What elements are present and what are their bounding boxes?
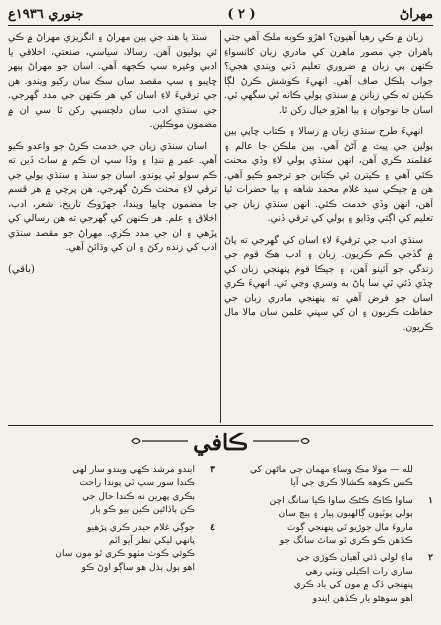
continued-mark: (باقي) (8, 263, 35, 275)
verse-text: لله — مولا مڪ وساءِ مهمان جي ماڻهن کي (250, 464, 413, 475)
kafi-verses-right (228, 463, 433, 618)
verse-text: ٻولي ٻوٽيون ڳالهيون پيار ۽ پيچ سان (278, 508, 413, 520)
verse-text: ڪس ڪوهه ڪشالا ڪري جي آيا (290, 477, 413, 489)
verse-text: ساري رات اڪيلي ويٺي رهي (305, 565, 413, 577)
verse-number: ٢ (428, 552, 433, 564)
verse-text: جوڳي غلام حيدر ڪري پڙهيو (86, 521, 195, 533)
verse-line (10, 561, 215, 574)
verse-number (417, 592, 433, 605)
page-number: ( ٢ ) (227, 6, 256, 22)
article-paragraph: سنڌ يا هند جي ٻين مهراڻ ۽ انگريزي مهراڻ ۾ ڪي ئي ٻوليون آهن. رسالا، سياسي، صنعتي، اخلاقي يا ادبي وغيره سڀ ڪجهه آهي. اسان جو مهراڻ ٻيهر ڇاپبو ۽ سڀ مقصد سان سڪ سان رکيو ويندو. هن جي ترقيءَ لاءِ اسان کي هر ڪنهن جي مدد گهرجي. جي سنڌي ادب سان دلچسپي رکن ٿا سي ان ۾ مضمون موڪلين. (8, 32, 217, 130)
verse-line (10, 490, 215, 503)
verse-text: ڪن ٻاڏاڻين ڪين ٻيو ڪو ٻار (90, 504, 195, 516)
verse-number (199, 503, 215, 516)
verse-number: ٤ (210, 521, 215, 533)
verse-number: ٣ (210, 464, 215, 475)
kafi-title: ڪافي (193, 430, 248, 456)
header-rule (8, 25, 433, 26)
verse-line (10, 503, 215, 516)
page-header (8, 4, 433, 24)
section-rule (8, 425, 433, 426)
verse-number (417, 534, 433, 547)
verse-line (228, 463, 433, 476)
verse-number (417, 578, 433, 591)
verse-number (417, 476, 433, 489)
verse-line (10, 463, 215, 476)
verse-number (199, 476, 215, 489)
verse-line (10, 534, 215, 547)
verse-text: ماروءَ مال جوڙيو ٿي پنهنجي ڳوٺ (287, 521, 413, 533)
verse-text: اهو ٻول ٻڌل هو ساڳو اوڻ ڪو (81, 561, 195, 573)
verse-number: ١ (428, 494, 433, 506)
right-column (224, 31, 433, 423)
verse-line (228, 578, 433, 591)
verse-line (228, 551, 433, 564)
verse-number (199, 561, 215, 574)
verse-line (228, 476, 433, 489)
verse-text: ايندو مرشد ڪهي ويندو سار لهي (72, 464, 195, 475)
verse-number (417, 565, 433, 578)
verse-number (199, 490, 215, 503)
verse-text: ڪوئي ڪوٺ مٺهو ڪري ٿو مون سان (55, 548, 195, 560)
verse-text: ماءِ لولي ڏئي آهيان ڪوڙي جي (296, 552, 413, 564)
verse-number (199, 547, 215, 560)
verse-text: پنهنجي ڏک ۾ مون کي ياد ڪري (293, 579, 413, 591)
verse-number (417, 507, 433, 520)
left-column (8, 31, 217, 423)
verse-line (228, 565, 433, 578)
verse-number (199, 534, 215, 547)
verse-text: ڪڏهن ڪو ڪري ٿو ساٿ سانگ جو (279, 535, 413, 547)
column-divider (220, 30, 221, 423)
kafi-verses-left (10, 463, 215, 618)
verse-line (228, 534, 433, 547)
verse-text: ڪندا سور سڀ ٿي پوندا راحت (79, 477, 195, 489)
verse-line (10, 547, 215, 560)
verse-number (417, 463, 433, 476)
verse-line (228, 507, 433, 520)
title-ornament-left (128, 436, 188, 446)
verse-text: ساوا ڪاڪ ڪڻڪ ساوا ڪيا سانگ اچن (269, 494, 413, 506)
verse-line (228, 494, 433, 507)
verse-text: اهو سوهڻو يار ڪڏهن ايندو (312, 592, 413, 604)
issue-date: جنوري ١٩٣٦ع (8, 6, 84, 22)
journal-name: مهراڻ (399, 6, 433, 22)
verse-number (417, 521, 433, 534)
article-paragraph: اسان سنڌي زبان جي خدمت ڪرڻ جو واعدو ڪيو آهي. عمر ۾ ننڍا ۽ وڏا سڀ ان ڪم ۾ ساٿ ڏين ته ڪم سولو ٿي پوندو. اسان جو سنڌ ۽ سنڌي ٻولي جي ترقي لاءِ محنت ڪرڻ گهرجي. هن پرچي ۾ هر قسم جا مضمون ڇاپيا ويندا، جهڙوڪ تاريخ، شعر، ادب، اخلاق ۽ علم. هر ڪنهن کي گهرجي ته هن رسالي کي پڙهي ۽ ان جي مدد ڪري. مهراڻ جو مقصد سنڌي ادب کي زنده رکڻ ۽ ان کي وڌائڻ آهي. (8, 140, 217, 253)
article-paragraph: انهيءَ طرح سنڌي زبان ۾ رسالا ۽ ڪتاب ڇاپي ٻين ٻولين جي ڀيٽ ۾ آڻڻ آهي. ٻين ملڪن جا عالم ۽ عقلمند ڪري آهن، انهن سنڌي ٻولي لاءِ وڏي محنت ڪئي آهي ۽ ڪيترن ئي ڪتابن جو ترجمو ڪيو آهي. هن ۾ جيڪي سيد غلام محمد شاهه ۽ ٻيا حضرات ٿيا آهن، انهن وڏي خدمت ڪئي. انهن سنڌي زبان جي تعليم کي اڳتي وڌايو ۽ ٻولي کي ترقي ڏني. (224, 126, 433, 224)
verse-line (228, 521, 433, 534)
article-paragraph: زبان ۾ ڪي رهيا آهيون؟ اهڙو ڪوبه ملڪ آهي جتي ٻاهران جي مصور ماهرن کي مادري زبان کانسواءِ ڪنهن ٻي زبان ۾ ضروري تعليم ڏني ويندي هجي؟ جواب بلڪل صاف آهي. انهيءَ ڪوشش ڪرڻ لڳا ڪيئن ته ڪي زبانن ۾ سنڌي ٻولي ڪانه ٿي سگهي ٿي. اسان جا نوجوان ۽ ٻيا اهڙو خيال رکن ٿا. (224, 32, 433, 116)
verse-line (10, 476, 215, 489)
verse-text: پانهي ليکي نظر آيو اٿم (108, 535, 195, 547)
verse-text: ٻڪري پهرين نه ڪندا حال جي (82, 490, 195, 502)
article-paragraph: سنڌي ادب جي ترقيءَ لاءِ اسان کي گهرجي ته پاڻ ۾ گڏجي ڪم ڪريون. زبان ۽ ادب هڪ قوم جي زندگي جو آئينو آهن، ۽ جيڪا قوم پنهنجي زبان کي ڇڏي ڏئي ٿي سا پاڻ به وسري وڃي ٿي. انهيءَ ڪري اسان جو فرض آهي ته پنهنجي مادري زبان جي حفاظت ڪريون ۽ ان کي سڀني علمن سان مالا مال ڪريون. (224, 234, 433, 333)
verse-line (228, 592, 433, 605)
verse-line (10, 521, 215, 534)
